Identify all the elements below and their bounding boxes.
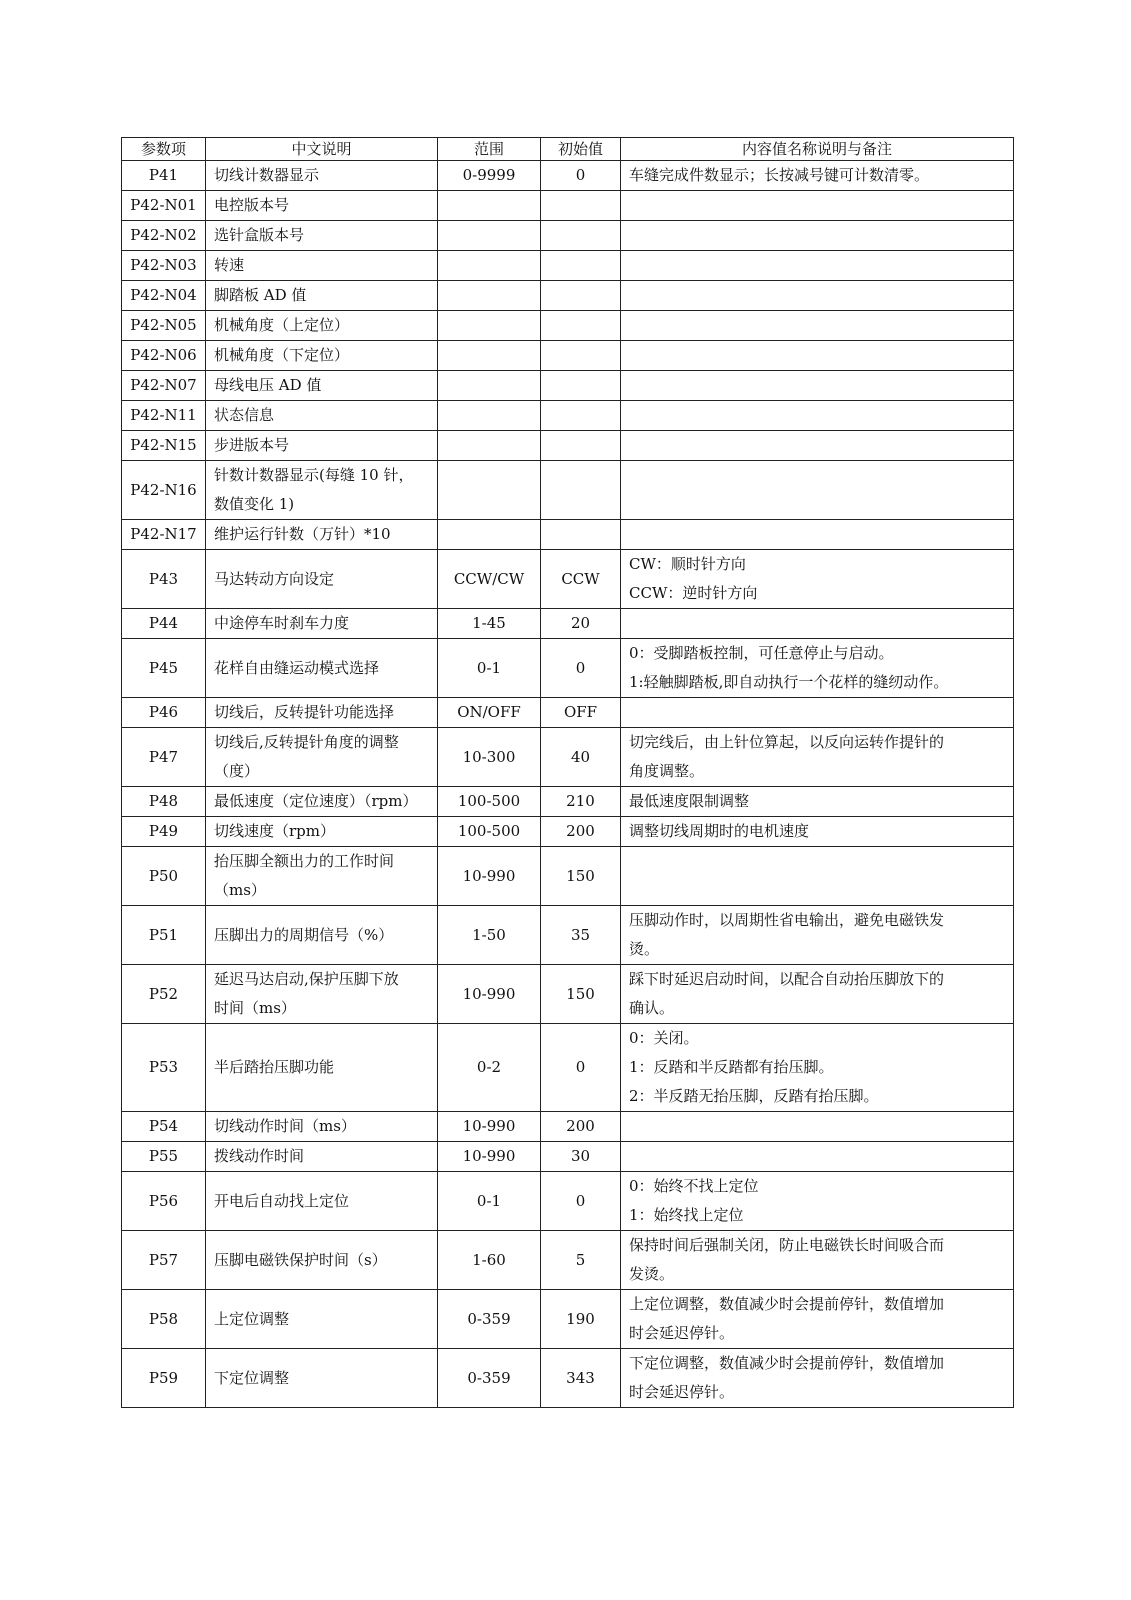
param-initial-value [541, 520, 621, 550]
param-description-line: 上定位调整 [214, 1309, 290, 1328]
param-description-line: 机械角度（下定位） [214, 346, 350, 364]
param-description-line: （度） [214, 762, 260, 780]
param-description [206, 550, 438, 609]
param-code: P47 [122, 728, 206, 787]
param-initial-value [541, 251, 621, 281]
table-row [122, 311, 1014, 341]
param-initial-value [541, 461, 621, 520]
param-description [206, 371, 438, 401]
param-initial-value [541, 341, 621, 371]
param-note [621, 965, 1014, 1024]
param-description-line: 切线计数器显示 [214, 166, 320, 184]
param-note [621, 1349, 1014, 1408]
param-description [206, 847, 438, 906]
param-note-line: CCW：逆时针方向 [629, 584, 758, 602]
param-description-line: 状态信息 [214, 406, 275, 424]
param-initial-value: 0 [541, 1024, 621, 1112]
param-range: CCW/CW [438, 550, 541, 609]
param-note [621, 1290, 1014, 1349]
param-description [206, 1024, 438, 1112]
table-row [122, 1231, 1014, 1290]
param-code: P54 [122, 1112, 206, 1142]
param-initial-value [541, 221, 621, 251]
param-code: P42-N15 [122, 431, 206, 461]
param-range: 10-300 [438, 728, 541, 787]
param-description [206, 281, 438, 311]
param-description [206, 431, 438, 461]
table-row [122, 371, 1014, 401]
table-row [122, 698, 1014, 728]
table-row [122, 191, 1014, 221]
param-description-line: 下定位调整 [214, 1368, 290, 1387]
param-code: P41 [122, 161, 206, 191]
param-description-line: 压脚电磁铁保护时间（s） [214, 1250, 387, 1269]
param-initial-value: 0 [541, 161, 621, 191]
table-row [122, 817, 1014, 847]
param-code: P51 [122, 906, 206, 965]
param-description [206, 221, 438, 251]
param-note-line: 上定位调整，数值减少时会提前停针，数值增加 [629, 1295, 945, 1313]
param-code: P42-N06 [122, 341, 206, 371]
param-initial-value [541, 191, 621, 221]
table-row [122, 787, 1014, 817]
table-row [122, 341, 1014, 371]
table-row [122, 1290, 1014, 1349]
parameter-table [121, 137, 1014, 1408]
param-description [206, 1142, 438, 1172]
param-range [438, 520, 541, 550]
param-range: 10-990 [438, 847, 541, 906]
param-code: P42-N16 [122, 461, 206, 520]
param-initial-value: 30 [541, 1142, 621, 1172]
table-row [122, 461, 1014, 520]
table-row [122, 1024, 1014, 1112]
param-note-line: 0：受脚踏板控制，可任意停止与启动。 [629, 644, 894, 662]
param-code: P49 [122, 817, 206, 847]
param-code: P57 [122, 1231, 206, 1290]
param-initial-value: OFF [541, 698, 621, 728]
param-note-line: 调整切线周期时的电机速度 [629, 822, 810, 840]
table-row [122, 161, 1014, 191]
param-note-line: 0：关闭。 [629, 1029, 699, 1047]
param-note [621, 161, 1014, 191]
table-row [122, 1142, 1014, 1172]
param-range [438, 401, 541, 431]
table-row [122, 728, 1014, 787]
param-note [621, 609, 1014, 639]
param-initial-value: 343 [541, 1349, 621, 1408]
param-note-line: 发烫。 [629, 1265, 675, 1283]
param-range: 0-1 [438, 639, 541, 698]
param-code: P42-N03 [122, 251, 206, 281]
param-description-line: 母线电压 AD 值 [214, 376, 322, 394]
param-note [621, 371, 1014, 401]
param-initial-value [541, 371, 621, 401]
param-code: P48 [122, 787, 206, 817]
param-code: P44 [122, 609, 206, 639]
param-note [621, 698, 1014, 728]
param-range: ON/OFF [438, 698, 541, 728]
param-code: P42-N11 [122, 401, 206, 431]
header-row [122, 138, 1014, 161]
param-range: 1-50 [438, 906, 541, 965]
param-code: P52 [122, 965, 206, 1024]
param-description-line: 花样自由缝运动模式选择 [214, 658, 380, 677]
table-header [122, 138, 1014, 161]
param-range: 100-500 [438, 787, 541, 817]
param-note [621, 431, 1014, 461]
param-description-line: 半后踏抬压脚功能 [214, 1058, 335, 1076]
table-row [122, 609, 1014, 639]
param-description-line: 切线后,反转提针角度的调整 [214, 733, 399, 751]
param-note [621, 847, 1014, 906]
param-initial-value: 5 [541, 1231, 621, 1290]
param-code: P42-N04 [122, 281, 206, 311]
param-initial-value [541, 431, 621, 461]
param-note-line: 车缝完成件数显示；长按减号键可计数清零。 [629, 166, 930, 184]
table-row [122, 281, 1014, 311]
table-row [122, 550, 1014, 609]
param-description [206, 639, 438, 698]
param-description-line: 转速 [214, 256, 245, 274]
param-code: P59 [122, 1349, 206, 1408]
param-range: 0-359 [438, 1349, 541, 1408]
table-row [122, 639, 1014, 698]
param-description [206, 906, 438, 965]
param-note-line: 2：半反踏无抬压脚，反踏有抬压脚。 [629, 1087, 879, 1105]
param-range [438, 221, 541, 251]
param-description [206, 609, 438, 639]
param-code: P46 [122, 698, 206, 728]
param-code: P43 [122, 550, 206, 609]
param-note [621, 520, 1014, 550]
param-note [621, 787, 1014, 817]
table-row [122, 401, 1014, 431]
param-description-line: 机械角度（上定位） [214, 316, 350, 334]
param-range [438, 371, 541, 401]
param-initial-value [541, 401, 621, 431]
param-description-line: 时间（ms） [214, 999, 296, 1017]
param-description-line: （ms） [214, 881, 266, 899]
param-description [206, 787, 438, 817]
param-description [206, 401, 438, 431]
param-initial-value: 200 [541, 817, 621, 847]
param-code: P58 [122, 1290, 206, 1349]
param-note [621, 1231, 1014, 1290]
param-note [621, 1172, 1014, 1231]
param-initial-value [541, 311, 621, 341]
param-initial-value: 40 [541, 728, 621, 787]
param-range: 10-990 [438, 1112, 541, 1142]
param-description-line: 切线动作时间（ms） [214, 1117, 356, 1135]
param-range [438, 461, 541, 520]
param-code: P42-N05 [122, 311, 206, 341]
param-note-line: 保持时间后强制关闭，防止电磁铁长时间吸合而 [629, 1236, 945, 1254]
param-description-line: 中途停车时刹车力度 [214, 614, 350, 632]
table-row [122, 906, 1014, 965]
param-description-line: 针数计数器显示(每缝 10 针， [214, 466, 414, 484]
param-description [206, 817, 438, 847]
param-note [621, 461, 1014, 520]
param-note [621, 550, 1014, 609]
param-description-line: 脚踏板 AD 值 [214, 286, 307, 304]
param-range: 0-2 [438, 1024, 541, 1112]
param-initial-value: 190 [541, 1290, 621, 1349]
param-description-line: 拨线动作时间 [214, 1147, 305, 1165]
param-initial-value: 210 [541, 787, 621, 817]
param-note [621, 639, 1014, 698]
param-description [206, 191, 438, 221]
param-note [621, 191, 1014, 221]
param-description [206, 520, 438, 550]
header-desc: 中文说明 [206, 138, 438, 161]
param-note [621, 728, 1014, 787]
param-range [438, 191, 541, 221]
param-note [621, 311, 1014, 341]
param-note-line: 切完线后，由上针位算起，以反向运转作提针的 [629, 733, 945, 751]
param-note-line: 1:轻触脚踏板,即自动执行一个花样的缝纫动作。 [629, 673, 949, 691]
param-description-line: 切线后，反转提针功能选择 [214, 703, 395, 721]
param-description-line: 延迟马达启动,保护压脚下放 [214, 970, 399, 988]
param-initial-value: 0 [541, 639, 621, 698]
param-range: 0-9999 [438, 161, 541, 191]
table-row [122, 1172, 1014, 1231]
param-description [206, 1172, 438, 1231]
header-init: 初始值 [541, 138, 621, 161]
param-description [206, 161, 438, 191]
param-note [621, 221, 1014, 251]
param-note-line: 时会延迟停针。 [629, 1324, 735, 1342]
param-note [621, 906, 1014, 965]
param-code: P56 [122, 1172, 206, 1231]
param-code: P42-N02 [122, 221, 206, 251]
param-note-line: 时会延迟停针。 [629, 1383, 735, 1401]
param-description [206, 461, 438, 520]
param-description-line: 马达转动方向设定 [214, 569, 335, 588]
table-row [122, 1112, 1014, 1142]
param-note [621, 281, 1014, 311]
param-note-line: 确认。 [629, 999, 675, 1017]
param-note-line: 1：反踏和半反踏都有抬压脚。 [629, 1058, 834, 1076]
param-code: P50 [122, 847, 206, 906]
param-description [206, 341, 438, 371]
param-range: 1-60 [438, 1231, 541, 1290]
param-description [206, 1349, 438, 1408]
param-note-line: 踩下时延迟启动时间，以配合自动抬压脚放下的 [629, 970, 945, 988]
param-description [206, 1112, 438, 1142]
param-range: 0-359 [438, 1290, 541, 1349]
param-note [621, 1112, 1014, 1142]
param-note-line: 1：始终找上定位 [629, 1206, 744, 1224]
param-range: 10-990 [438, 1142, 541, 1172]
param-note-line: 下定位调整，数值减少时会提前停针，数值增加 [629, 1354, 945, 1372]
param-code: P42-N17 [122, 520, 206, 550]
param-description-line: 最低速度（定位速度）（rpm） [214, 792, 418, 810]
param-note [621, 1142, 1014, 1172]
header-code: 参数项 [122, 138, 206, 161]
param-range [438, 281, 541, 311]
param-description-line: 电控版本号 [214, 196, 290, 214]
param-initial-value: 35 [541, 906, 621, 965]
param-code: P42-N01 [122, 191, 206, 221]
table-row [122, 965, 1014, 1024]
table-row [122, 251, 1014, 281]
param-initial-value: 150 [541, 847, 621, 906]
param-range [438, 431, 541, 461]
param-initial-value: 0 [541, 1172, 621, 1231]
param-range [438, 311, 541, 341]
param-initial-value: 20 [541, 609, 621, 639]
param-note-line: 0：始终不找上定位 [629, 1177, 759, 1195]
param-initial-value: 150 [541, 965, 621, 1024]
param-note [621, 1024, 1014, 1112]
table-body [122, 161, 1014, 1408]
param-description-line: 数值变化 1) [214, 495, 295, 513]
param-description [206, 698, 438, 728]
param-note [621, 251, 1014, 281]
param-description-line: 维护运行针数（万针）*10 [214, 525, 391, 543]
param-note-line: 角度调整。 [629, 762, 705, 780]
param-description-line: 压脚出力的周期信号（%） [214, 925, 394, 944]
param-range [438, 251, 541, 281]
param-note-line: 压脚动作时，以周期性省电输出，避免电磁铁发 [629, 911, 945, 929]
param-code: P55 [122, 1142, 206, 1172]
param-code: P45 [122, 639, 206, 698]
param-description-line: 选针盒版本号 [214, 226, 305, 244]
param-initial-value: 200 [541, 1112, 621, 1142]
param-range: 10-990 [438, 965, 541, 1024]
param-note-line: CW：顺时针方向 [629, 555, 746, 573]
param-note-line: 烫。 [629, 940, 660, 958]
header-range: 范围 [438, 138, 541, 161]
param-description [206, 965, 438, 1024]
param-description [206, 728, 438, 787]
table-row [122, 431, 1014, 461]
param-initial-value: CCW [541, 550, 621, 609]
param-description-line: 切线速度（rpm） [214, 822, 335, 840]
table-row [122, 520, 1014, 550]
param-note [621, 341, 1014, 371]
param-initial-value [541, 281, 621, 311]
param-range [438, 341, 541, 371]
table-row [122, 1349, 1014, 1408]
param-description-line: 抬压脚全额出力的工作时间 [214, 852, 395, 870]
param-code: P42-N07 [122, 371, 206, 401]
param-description-line: 步进版本号 [214, 436, 290, 454]
param-note-line: 最低速度限制调整 [629, 792, 750, 810]
param-code: P53 [122, 1024, 206, 1112]
header-note: 内容值名称说明与备注 [621, 138, 1014, 161]
param-description [206, 1231, 438, 1290]
table-row [122, 221, 1014, 251]
param-description [206, 251, 438, 281]
param-note [621, 401, 1014, 431]
param-description [206, 311, 438, 341]
param-range: 100-500 [438, 817, 541, 847]
param-note [621, 817, 1014, 847]
param-range: 0-1 [438, 1172, 541, 1231]
param-description [206, 1290, 438, 1349]
table-row [122, 847, 1014, 906]
param-range: 1-45 [438, 609, 541, 639]
param-description-line: 开电后自动找上定位 [214, 1191, 350, 1210]
